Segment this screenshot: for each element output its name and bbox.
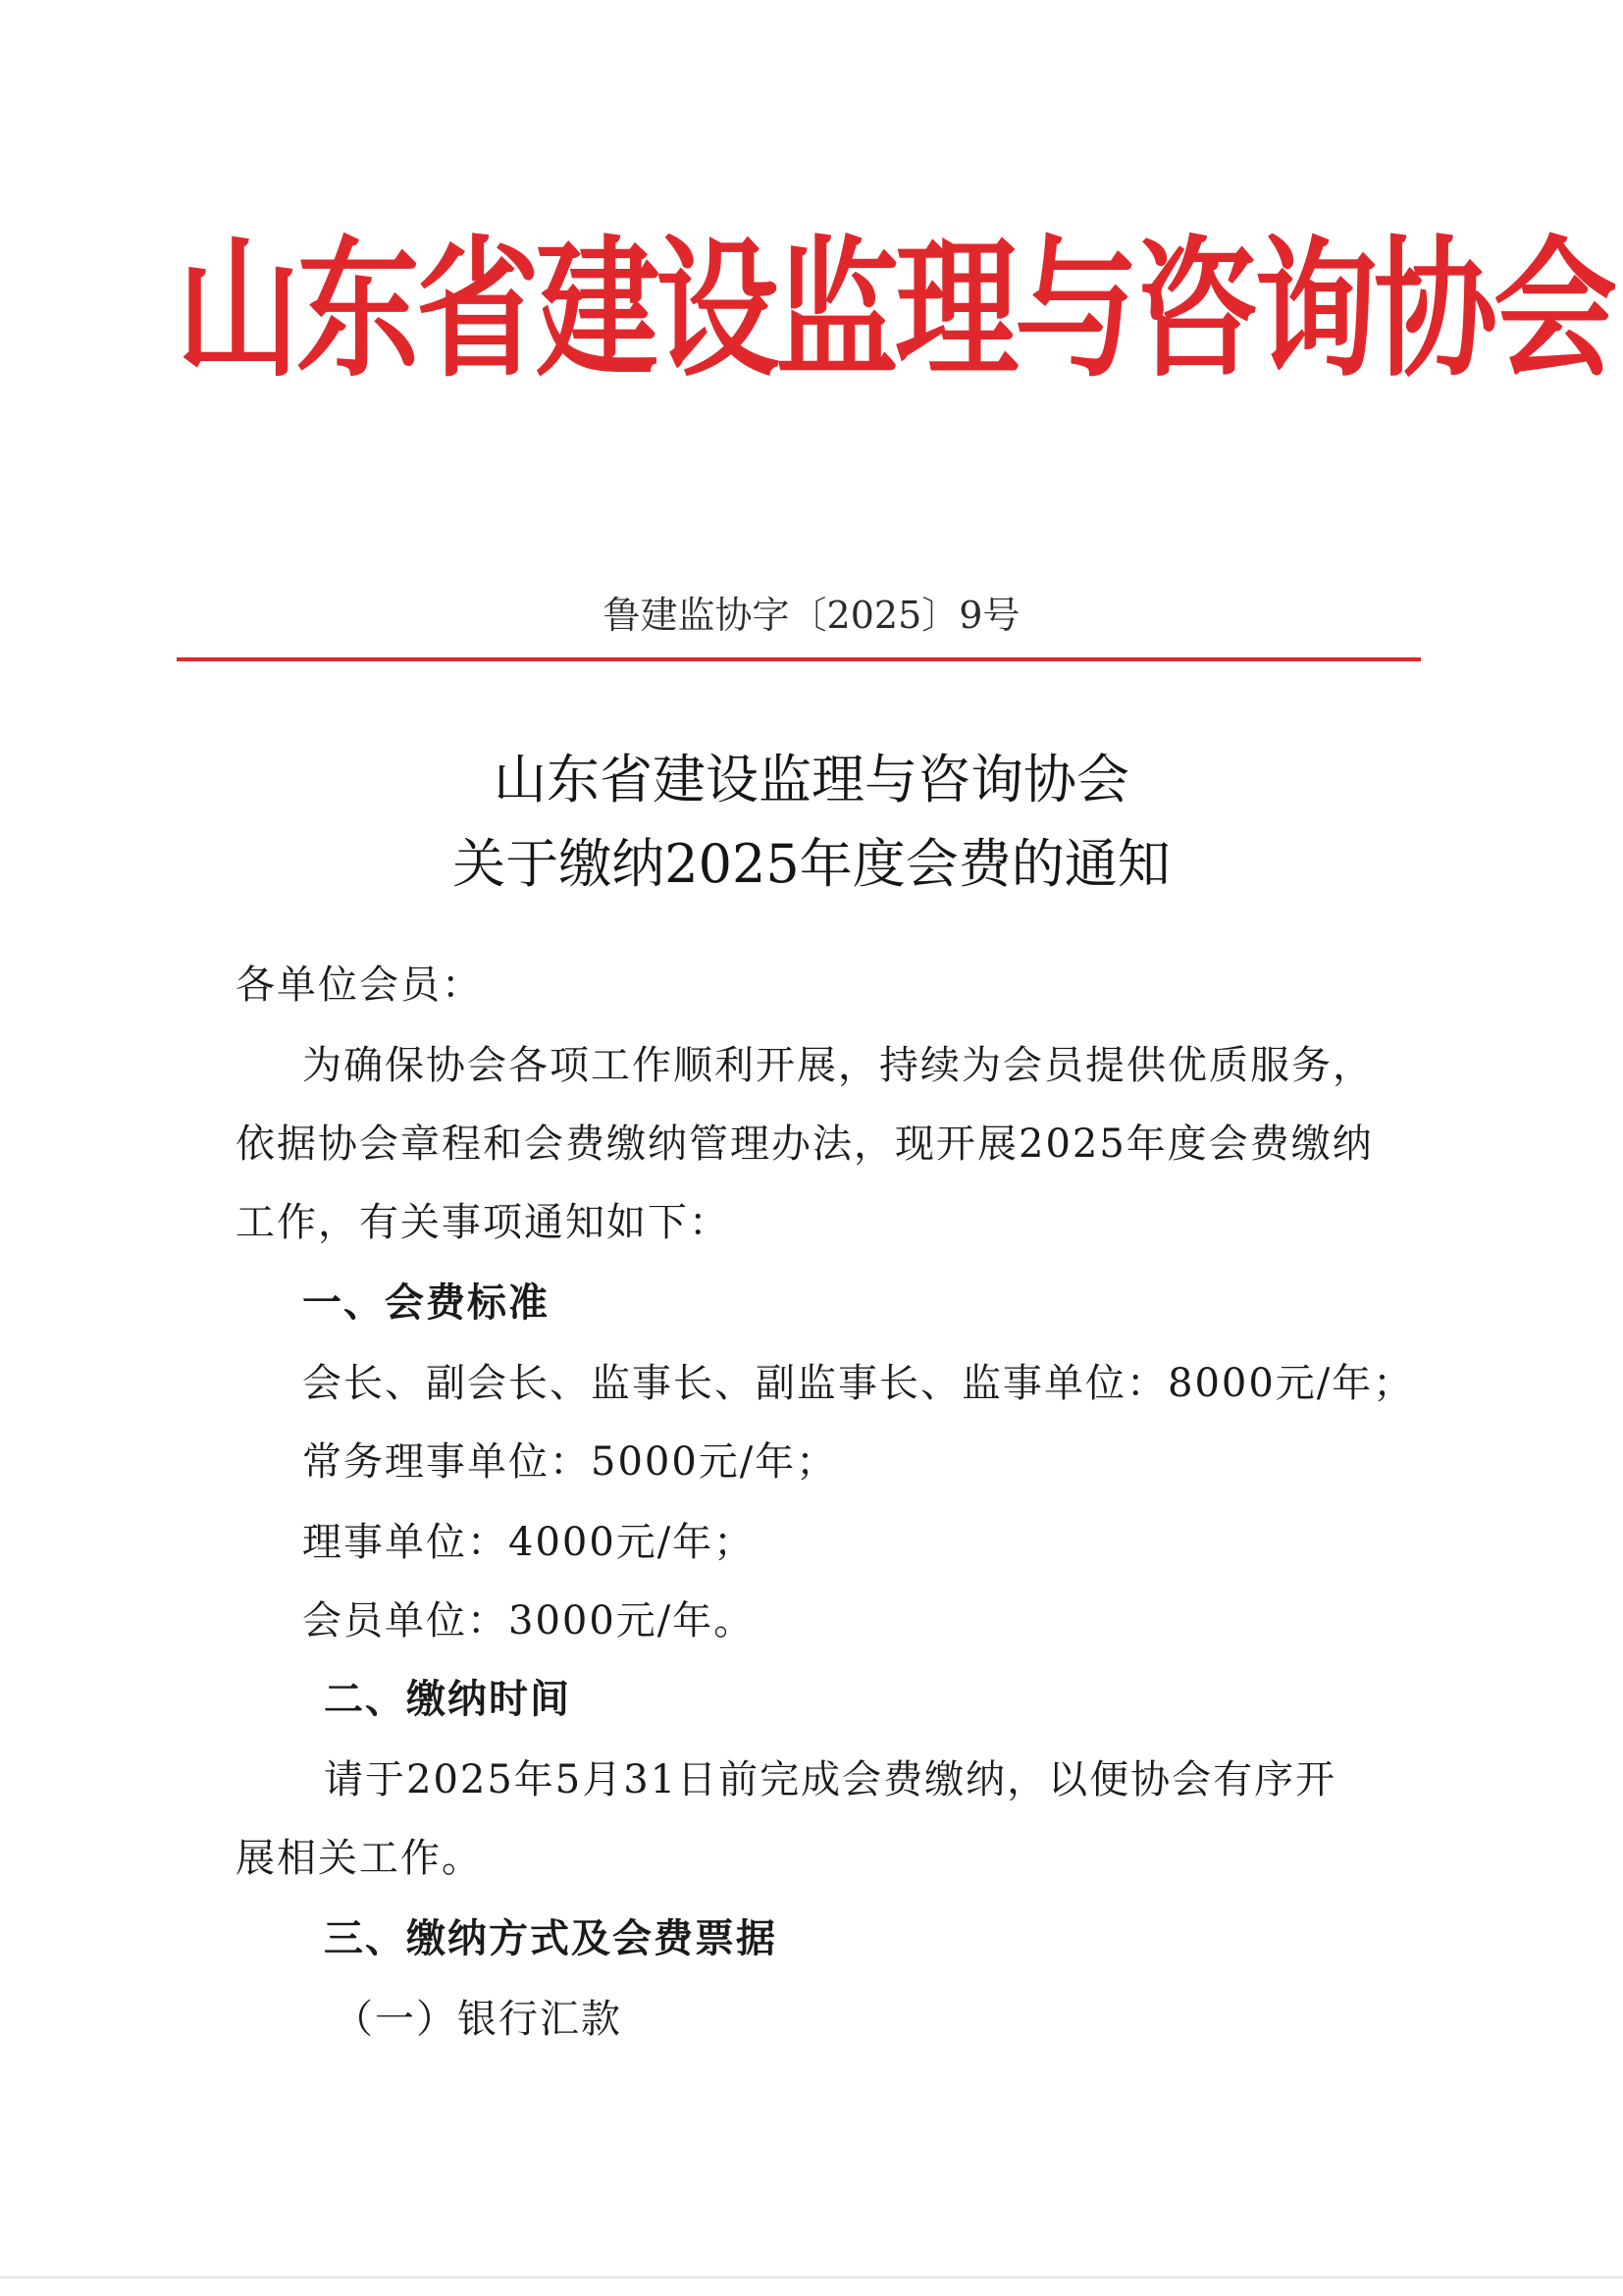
organization-header: 山东省建设监理与咨询协会 bbox=[177, 221, 1613, 398]
intro-paragraph-line-3: 工作，有关事项通知如下： bbox=[236, 1200, 730, 1245]
header-divider bbox=[177, 657, 1421, 661]
section-heading-fee-standard: 一、会费标准 bbox=[302, 1279, 550, 1326]
section-heading-payment-method: 三、缴纳方式及会费票据 bbox=[324, 1915, 777, 1961]
intro-paragraph-line-2: 依据协会章程和会费缴纳管理办法，现开展2025年度会费缴纳 bbox=[236, 1122, 1374, 1167]
payment-time-line-2: 展相关工作。 bbox=[236, 1836, 483, 1881]
document-title-line-2: 关于缴纳2025年度会费的通知 bbox=[452, 833, 1171, 895]
fee-item: 会长、副会长、监事长、副监事长、监事单位：8000元/年； bbox=[302, 1361, 1415, 1406]
subsection-heading-bank-transfer: （一）银行汇款 bbox=[334, 1997, 622, 2042]
fee-item: 常务理事单位：5000元/年； bbox=[302, 1439, 838, 1485]
page-bottom-edge bbox=[0, 2276, 1623, 2278]
document-title-line-1: 山东省建设监理与咨询协会 bbox=[494, 749, 1129, 810]
payment-time-line-1: 请于2025年5月31日前完成会费缴纳，以便协会有序开 bbox=[324, 1757, 1337, 1802]
section-heading-payment-time: 二、缴纳时间 bbox=[324, 1676, 571, 1722]
salutation: 各单位会员： bbox=[236, 963, 483, 1008]
document-number: 鲁建监协字〔2025〕9号 bbox=[602, 594, 1021, 637]
intro-paragraph-line-1: 为确保协会各项工作顺利开展，持续为会员提供优质服务， bbox=[302, 1043, 1374, 1088]
fee-item: 理事单位：4000元/年； bbox=[302, 1520, 756, 1565]
fee-item: 会员单位：3000元/年。 bbox=[302, 1598, 756, 1644]
